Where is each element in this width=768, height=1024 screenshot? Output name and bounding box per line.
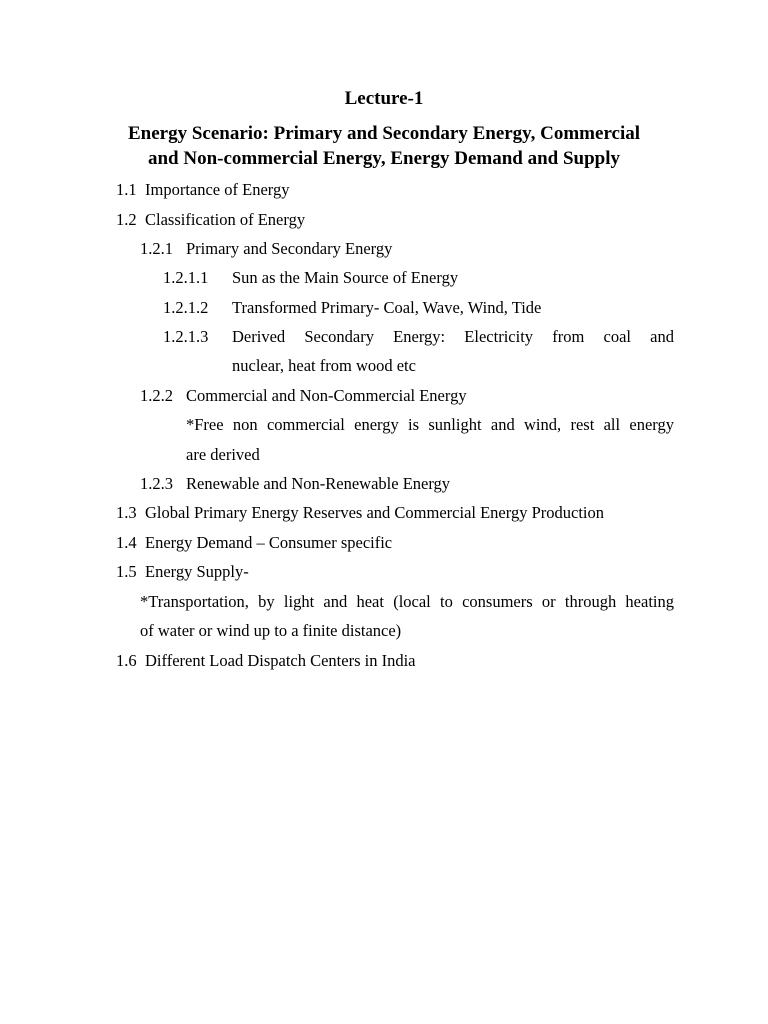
item-number: 1.1 xyxy=(116,180,137,199)
item-text: Classification of Energy xyxy=(145,210,306,229)
item-text: Different Load Dispatch Centers in India xyxy=(145,651,416,670)
item-text-continued: nuclear, heat from wood etc xyxy=(232,356,416,375)
item-text: Global Primary Energy Reserves and Commercial Energy Production xyxy=(145,503,604,522)
lecture-title: Lecture-1 xyxy=(344,88,424,109)
item-text: Renewable and Non-Renewable Energy xyxy=(186,474,451,493)
item-number: 1.6 xyxy=(116,651,137,670)
item-number: 1.2.1.1 xyxy=(163,268,209,287)
item-number: 1.2.1.2 xyxy=(163,298,209,317)
item-number: 1.2.1.3 xyxy=(163,327,209,346)
subtitle-line-2: and Non-commercial Energy, Energy Demand and Supply xyxy=(147,148,621,169)
item-number: 1.2.1 xyxy=(140,239,173,258)
item-text: Primary and Secondary Energy xyxy=(186,239,393,258)
item-number: 1.4 xyxy=(116,533,137,552)
item-number: 1.3 xyxy=(116,503,137,522)
item-number: 1.2.2 xyxy=(140,386,173,405)
subtitle-line-1: Energy Scenario: Primary and Secondary Energy, Commercial xyxy=(127,123,641,144)
item-text: Transformed Primary- Coal, Wave, Wind, Tide xyxy=(232,298,542,317)
item-number: 1.5 xyxy=(116,562,137,581)
item-number: 1.2 xyxy=(116,210,137,229)
note-text: *Transportation, by light and heat (local to consumers or through heating xyxy=(140,592,674,611)
note-text: *Free non commercial energy is sunlight and wind, rest all energy xyxy=(186,415,674,434)
item-text: Derived Secondary Energy: Electricity from coal and xyxy=(232,327,674,346)
item-number: 1.2.3 xyxy=(140,474,173,493)
item-text: Energy Demand – Consumer specific xyxy=(145,533,393,552)
note-text-continued: of water or wind up to a finite distance) xyxy=(140,621,402,640)
item-text: Energy Supply- xyxy=(145,562,249,581)
item-text: Commercial and Non-Commercial Energy xyxy=(186,386,467,405)
lecture-subtitle xyxy=(94,121,674,171)
item-text: Sun as the Main Source of Energy xyxy=(232,268,459,287)
item-text: Importance of Energy xyxy=(145,180,290,199)
note-text-continued: are derived xyxy=(186,445,260,464)
